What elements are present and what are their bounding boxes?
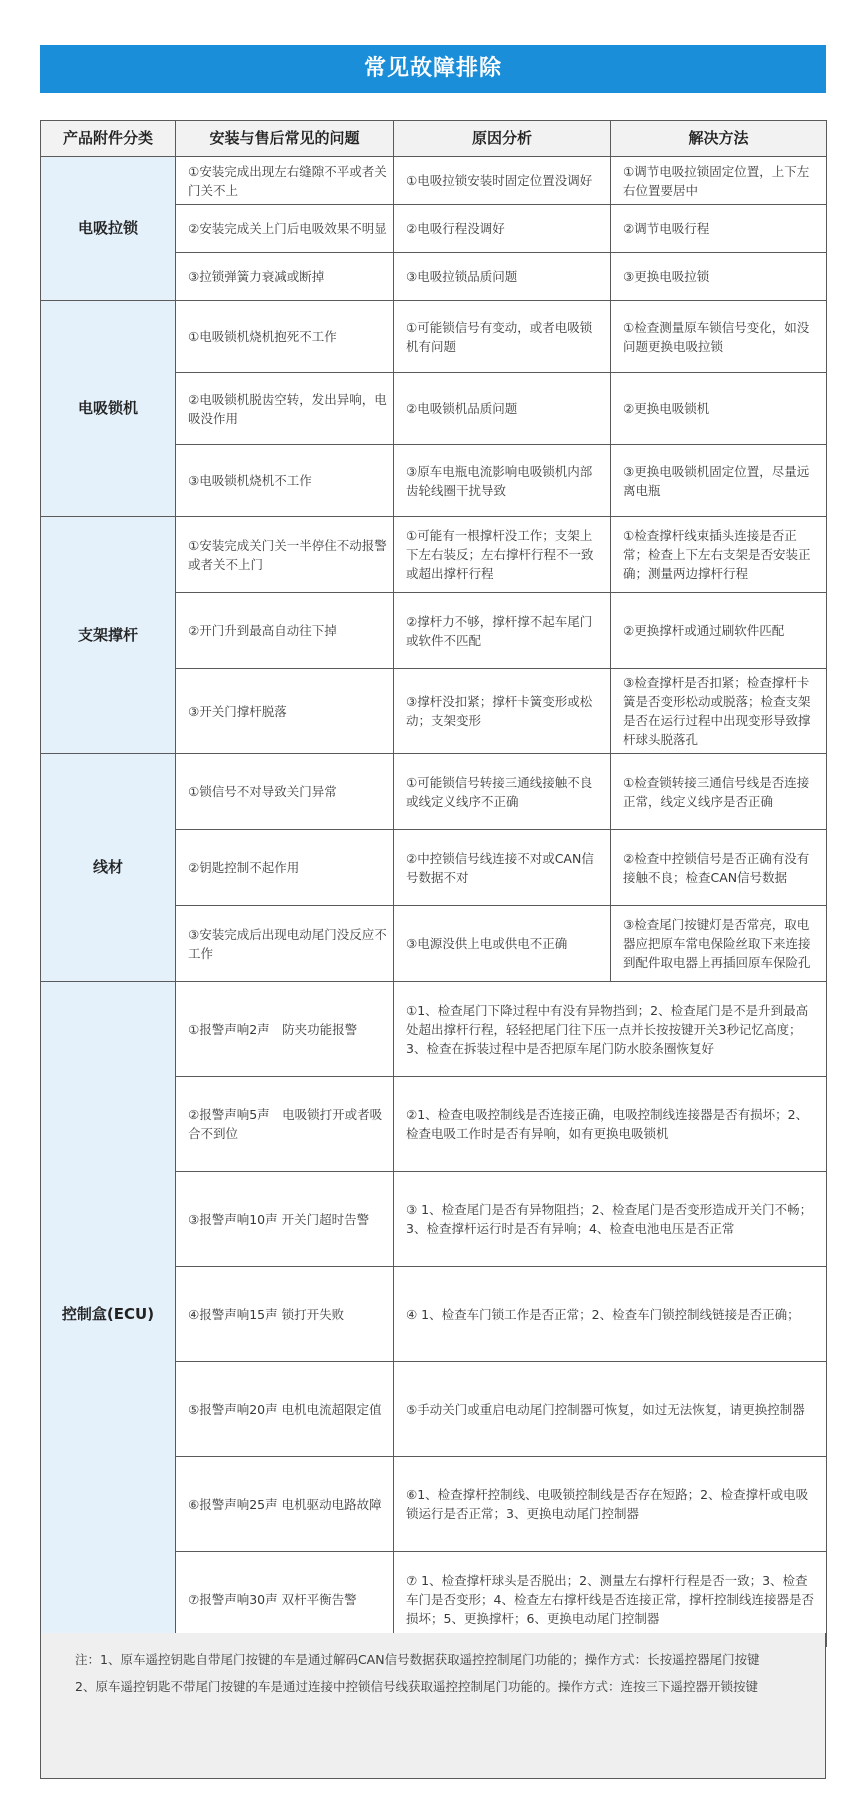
problem-cell: ⑦报警声响30声 双杆平衡告警 (176, 1552, 394, 1647)
cause-cell: ②电吸锁机品质问题 (394, 373, 611, 445)
category-cell: 控制盒(ECU) (41, 982, 176, 1647)
solution-cell: ②更换撑杆或通过刷软件匹配 (611, 593, 827, 669)
table-row (41, 982, 827, 1077)
cause-cell: ①电吸拉锁安装时固定位置没调好 (394, 157, 611, 205)
cause-cell: ③撑杆没扣紧；撑杆卡簧变形或松动；支架变形 (394, 669, 611, 754)
problem-cell: ①安装完成关门关一半停住不动报警或者关不上门 (176, 517, 394, 593)
table-body (41, 157, 827, 1647)
solution-cell: ①检查测量原车锁信号变化，如没问题更换电吸拉锁 (611, 301, 827, 373)
problem-cell: ③电吸锁机烧机不工作 (176, 445, 394, 517)
problem-cell: ③安装完成后出现电动尾门没反应不工作 (176, 906, 394, 982)
problem-cell: ②安装完成关上门后电吸效果不明显 (176, 205, 394, 253)
solution-cell: ③检查撑杆是否扣紧；检查撑杆卡簧是否变形松动或脱落；检查支架是否在运行过程中出现变形导致撑杆球头脱落孔 (611, 669, 827, 754)
note-2: 2、原车遥控钥匙不带尾门按键的车是通过连接中控锁信号线获取遥控控制尾门功能的。操作方式：连按三下遥控器开锁按键 (75, 1679, 758, 1694)
solution-cell: ①调节电吸拉锁固定位置，上下左右位置要居中 (611, 157, 827, 205)
problem-cell: ④报警声响15声 锁打开失败 (176, 1267, 394, 1362)
cause-solution-cell: ⑦ 1、检查撑杆球头是否脱出；2、测量左右撑杆行程是否一致；3、检查车门是否变形；4、检查左右撑杆线是否连接正常，撑杆控制线连接器是否损坏；5、更换撑杆；6、更换电动尾门控制器 (394, 1552, 827, 1647)
solution-cell: ③更换电吸拉锁 (611, 253, 827, 301)
cause-solution-cell: ①1、检查尾门下降过程中有没有异物挡到；2、检查尾门是不是升到最高处超出撑杆行程，轻轻把尾门往下压一点并长按按键开关3秒记忆高度；3、检查在拆装过程中是否把原车尾门防水胶条圈恢复好 (394, 982, 827, 1077)
category-cell: 电吸拉锁 (41, 157, 176, 301)
category-cell: 支架撑杆 (41, 517, 176, 754)
cause-solution-cell: ④ 1、检查车门锁工作是否正常；2、检查车门锁控制线链接是否正确； (394, 1267, 827, 1362)
page-title: 常见故障排除 (40, 45, 826, 93)
cause-cell: ③电源没供上电或供电不正确 (394, 906, 611, 982)
table-header-row (41, 121, 827, 157)
problem-cell: ③拉锁弹簧力衰减或断掉 (176, 253, 394, 301)
cause-solution-cell: ⑤手动关门或重启电动尾门控制器可恢复，如过无法恢复，请更换控制器 (394, 1362, 827, 1457)
cause-cell: ①可能锁信号转接三通线接触不良或线定义线序不正确 (394, 754, 611, 830)
cause-cell: ③原车电瓶电流影响电吸锁机内部齿轮线圈干扰导致 (394, 445, 611, 517)
header-category: 产品附件分类 (41, 121, 176, 157)
table-row (41, 301, 827, 373)
troubleshooting-table (40, 120, 827, 1647)
cause-solution-cell: ③ 1、检查尾门是否有异物阻挡；2、检查尾门是否变形造成开关门不畅；3、检查撑杆运行时是否有异响；4、检查电池电压是否正常 (394, 1172, 827, 1267)
category-cell: 电吸锁机 (41, 301, 176, 517)
cause-cell: ③电吸拉锁品质问题 (394, 253, 611, 301)
cause-solution-cell: ②1、检查电吸控制线是否连接正确，电吸控制线连接器是否有损坏；2、检查电吸工作时是否有异响，如有更换电吸锁机 (394, 1077, 827, 1172)
solution-cell: ③更换电吸锁机固定位置，尽量远离电瓶 (611, 445, 827, 517)
problem-cell: ②开门升到最高自动往下掉 (176, 593, 394, 669)
cause-cell: ②撑杆力不够，撑杆撑不起车尾门或软件不匹配 (394, 593, 611, 669)
problem-cell: ⑥报警声响25声 电机驱动电路故障 (176, 1457, 394, 1552)
header-solution: 解决方法 (611, 121, 827, 157)
cause-cell: ②电吸行程没调好 (394, 205, 611, 253)
header-problem: 安装与售后常见的问题 (176, 121, 394, 157)
cause-cell: ②中控锁信号线连接不对或CAN信号数据不对 (394, 830, 611, 906)
problem-cell: ②报警声响5声 电吸锁打开或者吸合不到位 (176, 1077, 394, 1172)
solution-cell: ②调节电吸行程 (611, 205, 827, 253)
solution-cell: ③检查尾门按键灯是否常亮，取电器应把原车常电保险丝取下来连接到配件取电器上再插回原车保险孔 (611, 906, 827, 982)
cause-solution-cell: ⑥1、检查撑杆控制线、电吸锁控制线是否存在短路；2、检查撑杆或电吸锁运行是否正常；3、更换电动尾门控制器 (394, 1457, 827, 1552)
table-row (41, 157, 827, 205)
problem-cell: ①电吸锁机烧机抱死不工作 (176, 301, 394, 373)
table-row (41, 754, 827, 830)
cause-cell: ①可能有一根撑杆没工作；支架上下左右装反；左右撑杆行程不一致或超出撑杆行程 (394, 517, 611, 593)
solution-cell: ①检查锁转接三通信号线是否连接正常，线定义线序是否正确 (611, 754, 827, 830)
solution-cell: ②检查中控锁信号是否正确有没有接触不良；检查CAN信号数据 (611, 830, 827, 906)
solution-cell: ②更换电吸锁机 (611, 373, 827, 445)
solution-cell: ①检查撑杆线束插头连接是否正常；检查上下左右支架是否安装正确；测量两边撑杆行程 (611, 517, 827, 593)
problem-cell: ③报警声响10声 开关门超时告警 (176, 1172, 394, 1267)
category-cell: 线材 (41, 754, 176, 982)
problem-cell: ②电吸锁机脱齿空转，发出异响，电吸没作用 (176, 373, 394, 445)
problem-cell: ①安装完成出现左右缝隙不平或者关门关不上 (176, 157, 394, 205)
problem-cell: ①锁信号不对导致关门异常 (176, 754, 394, 830)
problem-cell: ②钥匙控制不起作用 (176, 830, 394, 906)
note-1: 注：1、原车遥控钥匙自带尾门按键的车是通过解码CAN信号数据获取遥控控制尾门功能的；操作方式：长按遥控器尾门按键 (75, 1652, 760, 1667)
table-row (41, 517, 827, 593)
problem-cell: ①报警声响2声 防夹功能报警 (176, 982, 394, 1077)
problem-cell: ③开关门撑杆脱落 (176, 669, 394, 754)
header-cause: 原因分析 (394, 121, 611, 157)
cause-cell: ①可能锁信号有变动，或者电吸锁机有问题 (394, 301, 611, 373)
notes-box (40, 1633, 826, 1779)
problem-cell: ⑤报警声响20声 电机电流超限定值 (176, 1362, 394, 1457)
